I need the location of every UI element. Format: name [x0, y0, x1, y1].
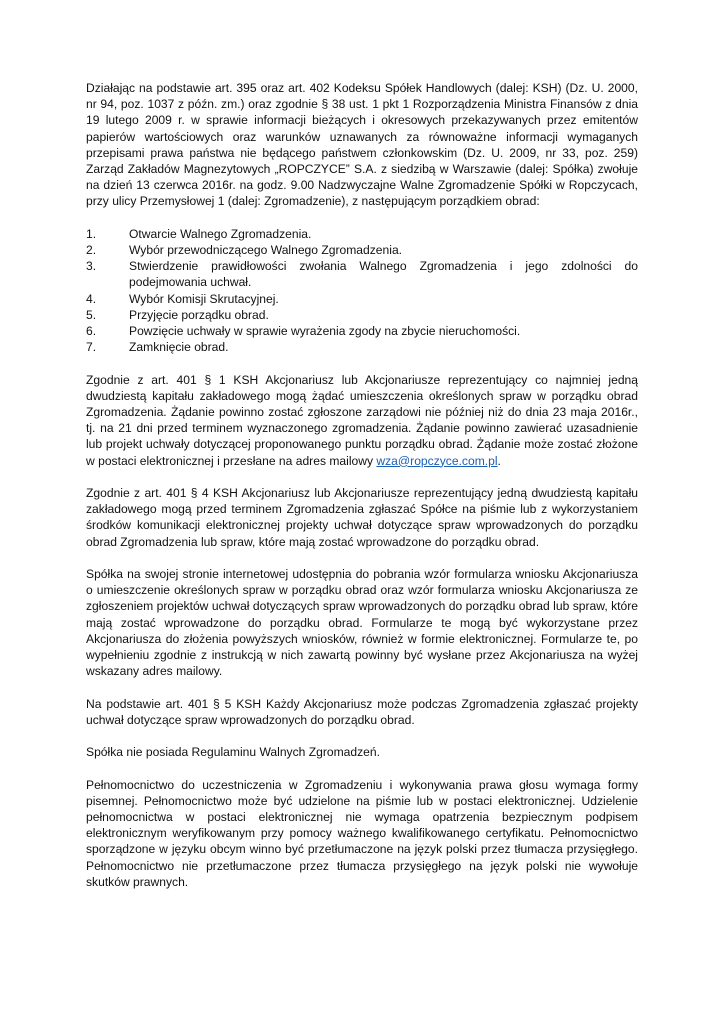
email-link[interactable]: wza@ropczyce.com.pl — [376, 453, 498, 468]
agenda-item — [86, 339, 638, 355]
agenda-list — [86, 226, 638, 356]
agenda-item-number: 4. — [86, 291, 97, 306]
proxy-paragraph: Pełnomocnictwo do uczestniczenia w Zgromadzeniu i wykonywania prawa głosu wymaga formy pisemnej. Pełnomocnictwo może być udzielone na piśmie lub w postaci elektronicznej. Udzielenie pełnomocnictwa w postaci elektronicznej nie wymaga opatrzenia bezpiecznym podpisem elektronicznym weryfikowanym przy pomocy ważnego kwalifikowanego certyfikatu. Pełnomocnictwo sporządzone w języku obcym winno być przetłumaczone na język polski przez tłumacza przysięgłego. Pełnomocnictwo nie przetłumaczone przez tłumacza przysięgłego na język polski nie wywołuje skutków prawnych. — [86, 777, 638, 889]
agenda-item-text: Przyjęcie porządku obrad. — [129, 307, 269, 322]
agenda-item — [86, 226, 638, 242]
shareholder-request-text: Zgodnie z art. 401 § 1 KSH Akcjonariusz lub Akcjonariusze reprezentujący co najmniej jedną dwudziestą kapitału zakładowego mogą żądać umieszczenia określonych spraw w porządku obrad Zgromadzenia. Żądanie powinno zostać zgłoszone zarządowi nie później niż do dnia 23 maja 2016r., tj. na 21 dni przed terminem wyznaczonego zgromadzenia. Żądanie powinno zawierać uzasadnienie lub projekt uchwały dotyczącej proponowanego punktu porządku obrad. Żądanie może zostać złożone w postaci elektronicznej i przesłane na adres mailowy — [86, 372, 638, 468]
agenda-item — [86, 242, 638, 258]
shareholder-request-paragraph — [86, 372, 638, 469]
agenda-item-number: 1. — [86, 226, 97, 241]
agenda-item — [86, 323, 638, 339]
agenda-item-text: Powzięcie uchwały w sprawie wyrażenia zgody na zbycie nieruchomości. — [129, 324, 521, 339]
agenda-item-text: Otwarcie Walnego Zgromadzenia. — [129, 226, 312, 241]
agenda-item — [86, 307, 638, 323]
agenda-item — [86, 291, 638, 307]
agenda-item-text: Zamknięcie obrad. — [129, 340, 229, 355]
agenda-item-number: 5. — [86, 307, 97, 322]
agenda-item-text: Stwierdzenie prawidłowości zwołania Walnego Zgromadzenia i jego zdolności do podejmowania uchwał. — [129, 259, 638, 290]
agenda-item — [86, 258, 638, 290]
meeting-proposals-paragraph: Na podstawie art. 401 § 5 KSH Każdy Akcjonariusz może podczas Zgromadzenia zgłaszać projekty uchwał dotyczące spraw wprowadzonych do porządku obrad. — [86, 696, 638, 727]
agenda-item-number: 6. — [86, 324, 97, 339]
regulations-paragraph: Spółka nie posiada Regulaminu Walnych Zgromadzeń. — [86, 745, 380, 760]
agenda-item-number: 2. — [86, 243, 97, 258]
intro-paragraph: Działając na podstawie art. 395 oraz art. 402 Kodeksu Spółek Handlowych (dalej: KSH) (Dz. U. 2000, nr 94, poz. 1037 z późn. zm.) oraz zgodnie § 38 ust. 1 pkt 1 Rozporządzenia Ministra Finansów z dnia 19 lutego 2009 r. w sprawie informacji bieżących i okresowych przekazywanych przez emitentów papierów wartościowych oraz warunków uznawanych za równoważne informacji wymaganych przepisami prawa państwa nie będącego państwem członkowskim (Dz. U. 2009, nr 33, poz. 259) Zarząd Zakładów Magnezytowych „ROPCZYCE” S.A. z siedzibą w Warszawie (dalej: Spółka) zwołuje na dzień 13 czerwca 2016r. na godz. 9.00 Nadzwyczajne Walne Zgromadzenie Spółki w Ropczycach, przy ulicy Przemysłowej 1 (dalej: Zgromadzenie), z następującym porządkiem obrad: — [86, 81, 638, 209]
agenda-item-text: Wybór Komisji Skrutacyjnej. — [129, 291, 279, 306]
agenda-item-number: 3. — [86, 259, 97, 274]
draft-resolutions-paragraph: Zgodnie z art. 401 § 4 KSH Akcjonariusz lub Akcjonariusze reprezentujący jedną dwudziestą kapitału zakładowego mogą przed terminem Zgromadzenia zgłaszać Spółce na piśmie lub z wykorzystaniem środków komunikacji elektronicznej projekty uchwał dotyczące spraw wprowadzonych do porządku obrad Zgromadzenia lub spraw, które mają zostać wprowadzone do porządku obrad. — [86, 486, 638, 549]
email-suffix: . — [497, 453, 501, 468]
agenda-item-number: 7. — [86, 340, 97, 355]
forms-paragraph: Spółka na swojej stronie internetowej udostępnia do pobrania wzór formularza wniosku Akcjonariusza o umieszczenie określonych spraw w porządku obrad oraz wzór formularza wniosku Akcjonariusza ze zgłoszeniem projektów uchwał dotyczących spraw wprowadzonych do porządku obrad lub spraw, które mają zostać wprowadzone do porządku obrad. Formularze te mogą być wykorzystane przez Akcjonariusza do złożenia powyższych wniosków, również w formie elektronicznej. Formularze te, po wypełnieniu zgodnie z instrukcją w nich zawartą powinny być wysłane przez Akcjonariusza na wyżej wskazany adres mailowy. — [86, 567, 638, 679]
agenda-item-text: Wybór przewodniczącego Walnego Zgromadzenia. — [129, 243, 403, 258]
document-page — [86, 80, 638, 890]
